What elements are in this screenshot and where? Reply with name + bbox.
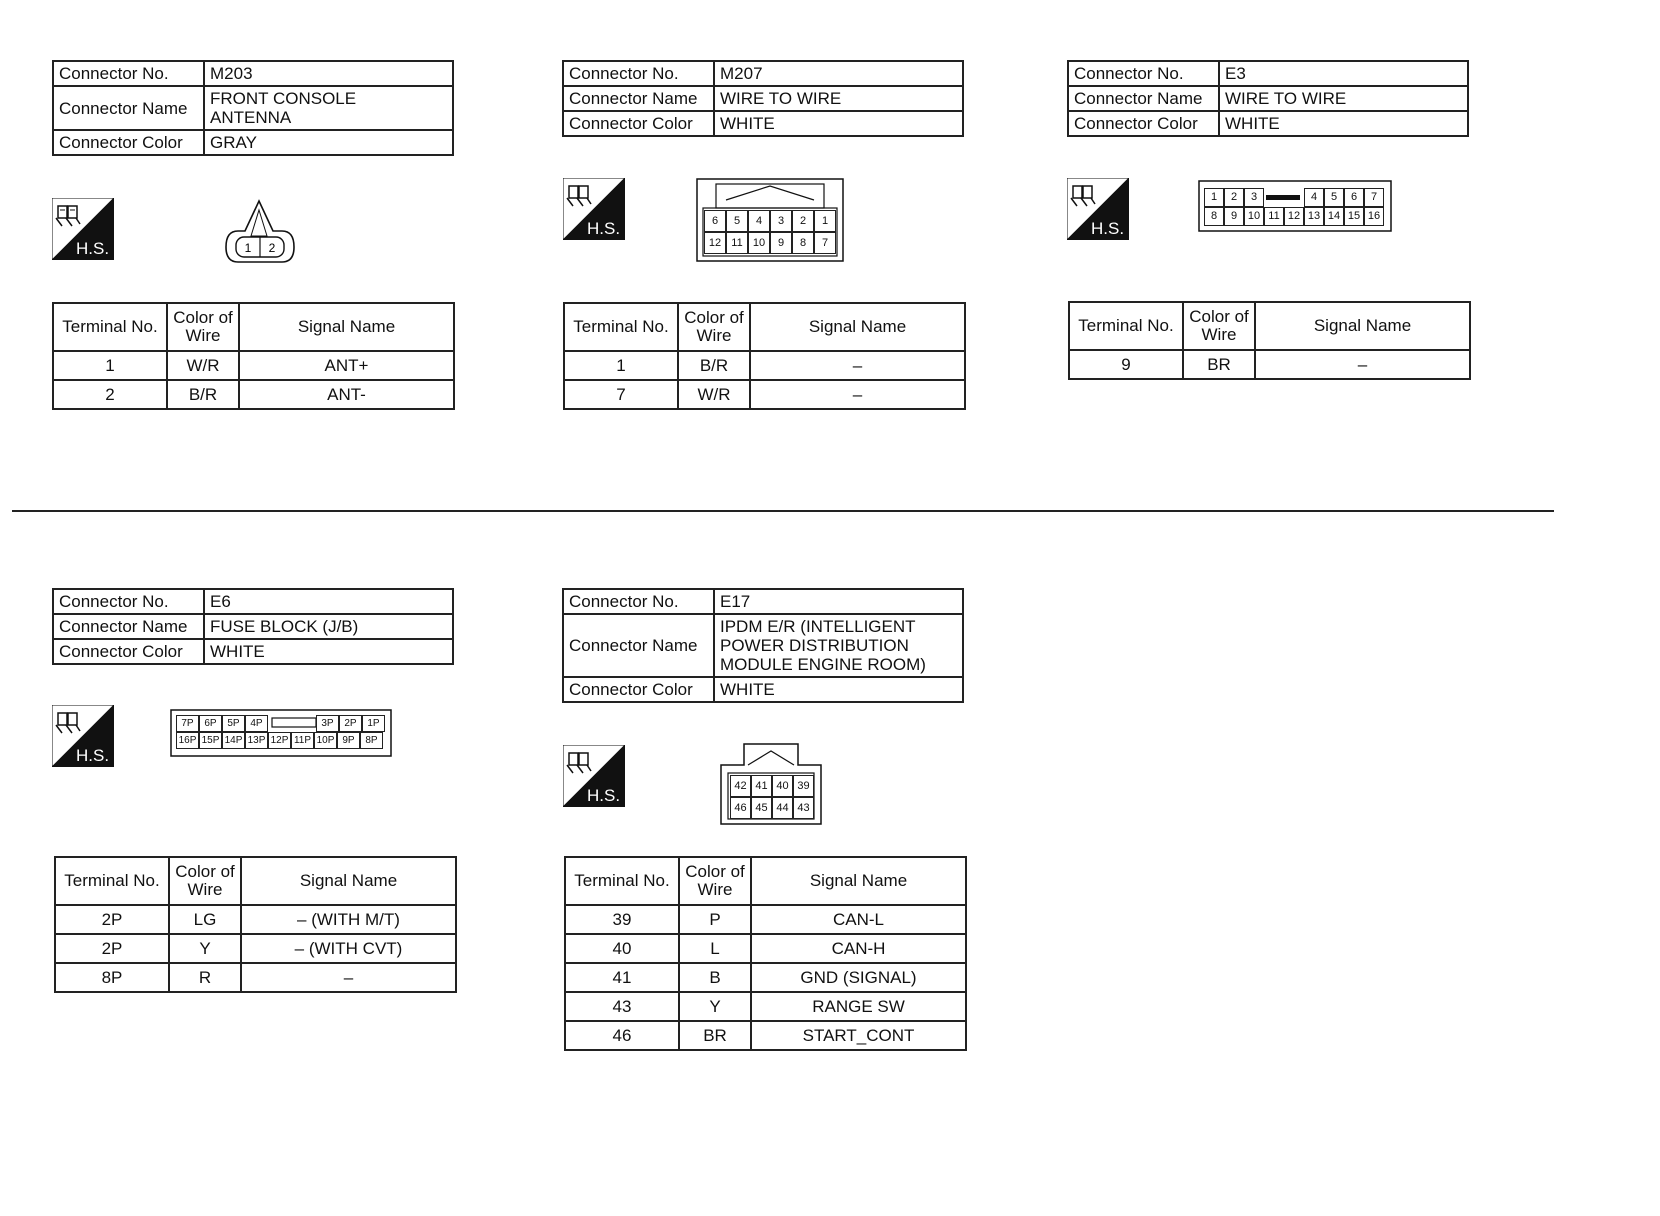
table-row: [55, 905, 456, 934]
signal-cell: ANT+: [239, 351, 454, 380]
signal-cell: –: [241, 963, 456, 992]
signal-cell: ANT-: [239, 380, 454, 409]
connector-name-label: Connector Name: [1068, 86, 1219, 111]
signal-name-header: Signal Name: [751, 857, 966, 905]
svg-text:H.S.: H.S.: [76, 746, 110, 765]
connector-info-table: [562, 60, 964, 137]
terminal-cell: 1: [564, 351, 678, 380]
connector-color-value: GRAY: [204, 130, 453, 155]
connector-color-label: Connector Color: [53, 130, 204, 155]
terminal-cell: 46: [565, 1021, 679, 1050]
terminal-cell: 2P: [55, 905, 169, 934]
pin-cell: 10: [748, 232, 770, 254]
pin-cell: 1P: [362, 715, 385, 732]
terminal-no-header: Terminal No.: [53, 303, 167, 351]
terminal-cell: 39: [565, 905, 679, 934]
pin-cell: 9: [1224, 207, 1244, 226]
table-row: [1069, 350, 1470, 379]
connector-color-value: WHITE: [204, 639, 453, 664]
pin-cell: 10: [1244, 207, 1264, 226]
color-of-wire-header: Color of Wire: [1183, 302, 1255, 350]
terminal-cell: 8P: [55, 963, 169, 992]
connector-face-m207: [696, 178, 844, 262]
pin-cell: 8P: [360, 732, 383, 749]
svg-text:H.S.: H.S.: [587, 786, 621, 805]
wire-color-cell: B/R: [167, 380, 239, 409]
pin-cell: 2P: [339, 715, 362, 732]
connector-name-value: ANTENNA: [210, 108, 292, 127]
pin-cell: 14: [1324, 207, 1344, 226]
connector-no-value: E17: [714, 589, 963, 614]
connector-name-label: Connector Name: [53, 614, 204, 639]
harness-side-icon: [563, 178, 625, 240]
pin-cell: 7: [1364, 188, 1384, 207]
pin-cell: 42: [730, 775, 751, 797]
connector-info-table: [562, 588, 964, 703]
connector-block-e3: [1067, 60, 1469, 137]
connector-block-m207: [562, 60, 964, 137]
terminal-cell: 2P: [55, 934, 169, 963]
pin-cell: 9: [770, 232, 792, 254]
connector-block-e17: [562, 588, 964, 703]
pin-cell: 4P: [245, 715, 268, 732]
pin-cell: 13P: [245, 732, 268, 749]
signal-table-wrap: [1068, 301, 1471, 380]
connector-no-value: M207: [714, 61, 963, 86]
connector-info-table: [1067, 60, 1469, 137]
connector-name-value: FRONT CONSOLE: [210, 89, 357, 108]
connector-color-label: Connector Color: [1068, 111, 1219, 136]
connector-color-label: Connector Color: [563, 677, 714, 702]
signal-cell: –: [1255, 350, 1470, 379]
pin-cell: 5P: [222, 715, 245, 732]
signal-cell: CAN-L: [751, 905, 966, 934]
pin-cell: 46: [730, 797, 751, 819]
pin-cell: 5: [1324, 188, 1344, 207]
wire-color-cell: W/R: [678, 380, 750, 409]
wire-color-cell: BR: [1183, 350, 1255, 379]
signal-cell: START_CONT: [751, 1021, 966, 1050]
connector-no-label: Connector No.: [53, 589, 204, 614]
connector-no-label: Connector No.: [1068, 61, 1219, 86]
signal-name-header: Signal Name: [241, 857, 456, 905]
table-row: [53, 351, 454, 380]
wire-color-cell: BR: [679, 1021, 751, 1050]
pin-cell: 1: [814, 210, 836, 232]
pin-cell: 16: [1364, 207, 1384, 226]
connector-color-value: WHITE: [1219, 111, 1468, 136]
signal-name-header: Signal Name: [239, 303, 454, 351]
connector-block-e6: [52, 588, 454, 665]
wire-color-cell: W/R: [167, 351, 239, 380]
pin-cell: 12: [704, 232, 726, 254]
connector-name-value: IPDM E/R (INTELLIGENT: [720, 617, 916, 636]
connector-name-label: Connector Name: [563, 614, 714, 677]
table-row: [565, 992, 966, 1021]
connector-no-value: E3: [1219, 61, 1468, 86]
connector-name-value: POWER DISTRIBUTION: [720, 636, 909, 655]
pin-cell: 40: [772, 775, 793, 797]
pin-cell: 3P: [316, 715, 339, 732]
connector-color-value: WHITE: [714, 111, 963, 136]
pin-cell: 6: [704, 210, 726, 232]
svg-text:H.S.: H.S.: [587, 219, 621, 238]
pin-cell: 6P: [199, 715, 222, 732]
connector-name-value: FUSE BLOCK (J/B): [204, 614, 453, 639]
pin-cell: 8: [792, 232, 814, 254]
wire-color-cell: Y: [679, 992, 751, 1021]
harness-side-icon: [52, 705, 114, 767]
pin-cell: 11: [1264, 207, 1284, 226]
connector-info-table: [52, 60, 454, 156]
table-row: [565, 963, 966, 992]
pin-cell: 7: [814, 232, 836, 254]
color-of-wire-header: Color of Wire: [169, 857, 241, 905]
pin-cell: 15P: [199, 732, 222, 749]
pin-cell: 4: [748, 210, 770, 232]
pin-cell: 45: [751, 797, 772, 819]
signal-cell: CAN-H: [751, 934, 966, 963]
signal-table-m207: [563, 302, 966, 410]
signal-table-wrap: [564, 856, 967, 1051]
wire-color-cell: L: [679, 934, 751, 963]
signal-name-header: Signal Name: [750, 303, 965, 351]
pin-cell: 2: [792, 210, 814, 232]
terminal-cell: 2: [53, 380, 167, 409]
signal-cell: RANGE SW: [751, 992, 966, 1021]
signal-table-e3: [1068, 301, 1471, 380]
terminal-cell: 9: [1069, 350, 1183, 379]
pin-cell: 16P: [176, 732, 199, 749]
wire-color-cell: LG: [169, 905, 241, 934]
signal-table-wrap: [52, 302, 455, 410]
wire-color-cell: B: [679, 963, 751, 992]
terminal-cell: 7: [564, 380, 678, 409]
terminal-no-header: Terminal No.: [1069, 302, 1183, 350]
pin-cell: 4: [1304, 188, 1324, 207]
svg-text:H.S.: H.S.: [76, 239, 110, 258]
wire-color-cell: Y: [169, 934, 241, 963]
connector-no-label: Connector No.: [53, 61, 204, 86]
signal-cell: – (WITH CVT): [241, 934, 456, 963]
terminal-cell: 1: [53, 351, 167, 380]
terminal-cell: 43: [565, 992, 679, 1021]
signal-table-wrap: [563, 302, 966, 410]
table-row: [55, 934, 456, 963]
signal-cell: –: [750, 380, 965, 409]
connector-name-label: Connector Name: [53, 86, 204, 130]
signal-cell: –: [750, 351, 965, 380]
pin-cell: 8: [1204, 207, 1224, 226]
pin-cell: 43: [793, 797, 814, 819]
pin-label: 2: [268, 241, 276, 255]
connector-face-m203: [222, 198, 298, 266]
color-of-wire-header: Color of Wire: [678, 303, 750, 351]
connector-name-value: WIRE TO WIRE: [714, 86, 963, 111]
harness-side-icon: [1067, 178, 1129, 240]
wire-color-cell: R: [169, 963, 241, 992]
section-divider: [12, 510, 1554, 512]
pin-cell: 7P: [176, 715, 199, 732]
connector-face-e3: [1198, 180, 1392, 232]
table-row: [53, 380, 454, 409]
connector-no-value: E6: [204, 589, 453, 614]
wire-color-cell: P: [679, 905, 751, 934]
pin-cell: 39: [793, 775, 814, 797]
connector-info-table: [52, 588, 454, 665]
signal-table-e6: [54, 856, 457, 993]
connector-name-value: MODULE ENGINE ROOM): [720, 655, 926, 674]
table-row: [565, 1021, 966, 1050]
pin-cell: 11P: [291, 732, 314, 749]
pin-cell: 1: [1204, 188, 1224, 207]
pin-cell: 14P: [222, 732, 245, 749]
pin-cell: 12: [1284, 207, 1304, 226]
pin-cell: 12P: [268, 732, 291, 749]
connector-face-e17: [720, 743, 822, 825]
pin-cell: 15: [1344, 207, 1364, 226]
connector-face-e6: [170, 709, 392, 757]
connector-name-value: WIRE TO WIRE: [1219, 86, 1468, 111]
terminal-no-header: Terminal No.: [565, 857, 679, 905]
connector-color-label: Connector Color: [563, 111, 714, 136]
table-row: [565, 934, 966, 963]
table-row: [564, 380, 965, 409]
terminal-no-header: Terminal No.: [55, 857, 169, 905]
signal-table-wrap: [54, 856, 457, 993]
svg-text:H.S.: H.S.: [1091, 219, 1125, 238]
pin-cell: 2: [1224, 188, 1244, 207]
pin-cell: 10P: [314, 732, 337, 749]
signal-cell: GND (SIGNAL): [751, 963, 966, 992]
terminal-cell: 41: [565, 963, 679, 992]
signal-cell: – (WITH M/T): [241, 905, 456, 934]
connector-no-value: M203: [204, 61, 453, 86]
connector-no-label: Connector No.: [563, 61, 714, 86]
pin-cell: 5: [726, 210, 748, 232]
connector-color-value: WHITE: [714, 677, 963, 702]
terminal-no-header: Terminal No.: [564, 303, 678, 351]
pin-cell: 3: [1244, 188, 1264, 207]
pin-cell: 44: [772, 797, 793, 819]
connector-color-label: Connector Color: [53, 639, 204, 664]
pin-cell: 9P: [337, 732, 360, 749]
pin-cell: 3: [770, 210, 792, 232]
connector-no-label: Connector No.: [563, 589, 714, 614]
terminal-cell: 40: [565, 934, 679, 963]
pin-cell: 11: [726, 232, 748, 254]
table-row: [564, 351, 965, 380]
pin-cell: 41: [751, 775, 772, 797]
table-row: [565, 905, 966, 934]
wire-color-cell: B/R: [678, 351, 750, 380]
pin-label: 1: [244, 241, 252, 255]
signal-name-header: Signal Name: [1255, 302, 1470, 350]
connector-name-label: Connector Name: [563, 86, 714, 111]
pin-cell: 6: [1344, 188, 1364, 207]
harness-side-icon: [52, 198, 114, 260]
color-of-wire-header: Color of Wire: [679, 857, 751, 905]
harness-side-icon: [563, 745, 625, 807]
table-row: [55, 963, 456, 992]
signal-table-e17: [564, 856, 967, 1051]
color-of-wire-header: Color of Wire: [167, 303, 239, 351]
signal-table-m203: [52, 302, 455, 410]
pin-cell: 13: [1304, 207, 1324, 226]
connector-block-m203: [52, 60, 454, 156]
